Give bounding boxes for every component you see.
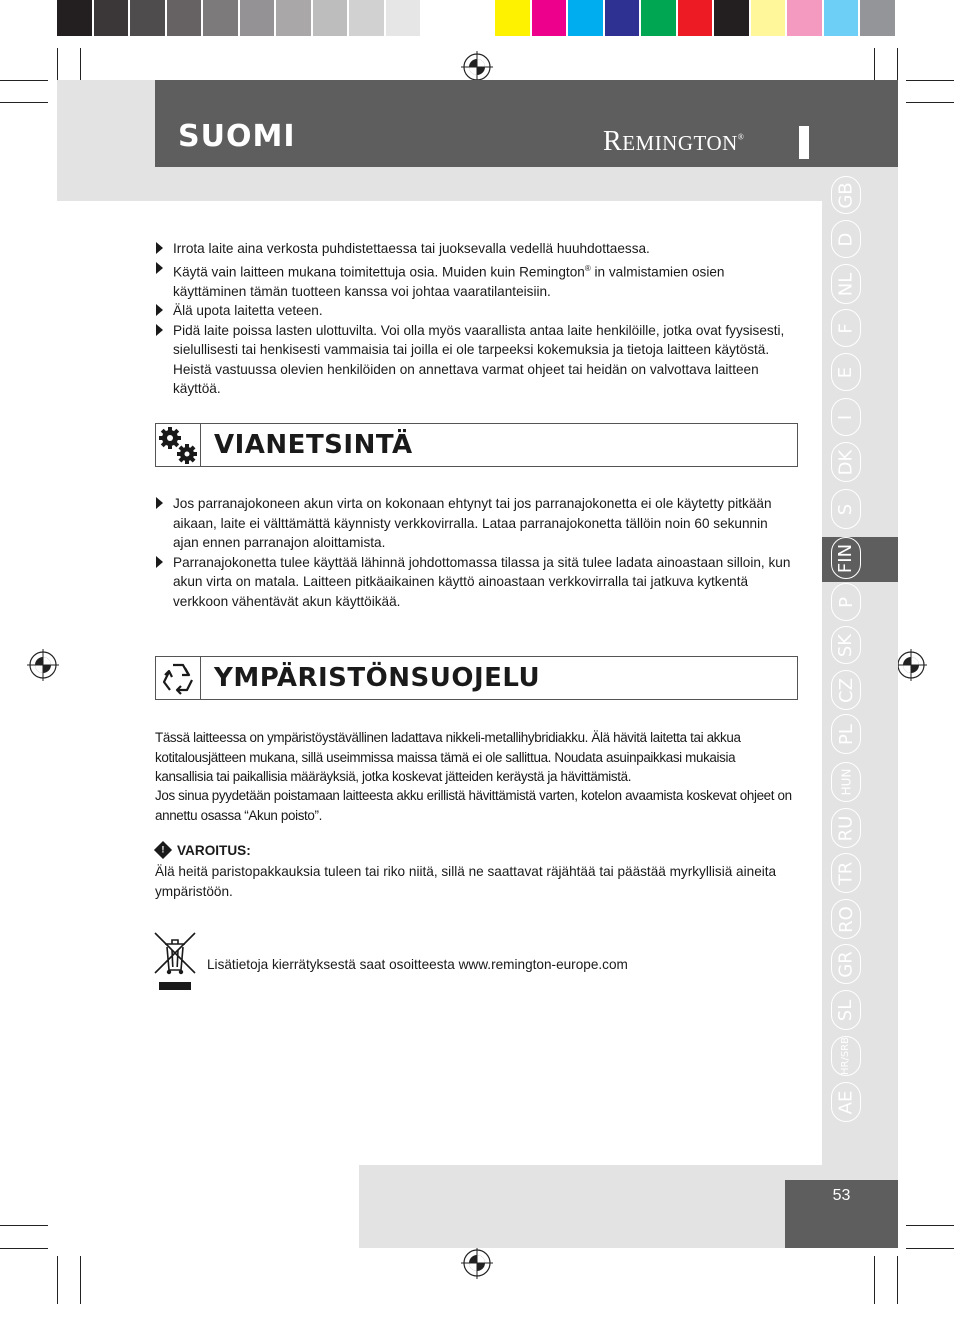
language-tab-cz[interactable]: CZ xyxy=(831,670,861,710)
registration-mark-icon xyxy=(26,648,60,682)
crop-mark xyxy=(906,1225,954,1226)
color-swatch xyxy=(641,0,678,36)
crop-mark xyxy=(0,1248,48,1249)
troubleshooting-header xyxy=(155,423,798,467)
language-tab-p[interactable]: P xyxy=(831,583,861,621)
color-calibration-bar xyxy=(57,0,897,38)
color-swatch xyxy=(459,0,496,36)
language-tab-gb[interactable]: GB xyxy=(831,176,861,214)
color-swatch xyxy=(276,0,313,36)
language-tab-fin[interactable]: FIN xyxy=(831,537,861,579)
crop-mark xyxy=(0,102,48,103)
color-swatch xyxy=(824,0,861,36)
page-title: SUOMI xyxy=(178,119,296,154)
color-swatch xyxy=(751,0,788,36)
language-tab-ro[interactable]: RO xyxy=(831,899,861,939)
color-swatch xyxy=(386,0,423,36)
recycle-icon xyxy=(156,657,201,699)
color-swatch xyxy=(313,0,350,36)
language-tab-pl[interactable]: PL xyxy=(831,714,861,754)
color-swatch xyxy=(94,0,131,36)
color-swatch xyxy=(167,0,204,36)
recycling-info-text: Lisätietoja kierrätyksestä saat osoitteesta www.remington-europe.com xyxy=(207,957,628,972)
list-item: Pidä laite poissa lasten ulottuvilta. Voi olla myös vaarallista antaa laite henkilöille, jotka ovat fyysisesti, sielullisesti tai henkisesti vammaisia tai joilla ei ole tarpeeksi kokemuksia ja tietoja laitteen käytöstä. Heistä vastuussa olevien henkilöiden on annettava varmat ohjeet tai heidän on valvottava laitteen käyttöä. xyxy=(155,321,795,399)
language-tab-dk[interactable]: DK xyxy=(831,442,861,482)
safety-list xyxy=(155,239,795,399)
crop-mark xyxy=(57,1256,58,1304)
language-tab-gr[interactable]: GR xyxy=(831,944,861,984)
brand-logo-mark: ® xyxy=(737,132,745,142)
environment-paragraph: Tässä laitteessa on ympäristöystävällinen ladattava nikkeli-metallihybridiakku. Älä hävitä laitetta tai akkua kotitalousjätteen mukana, sillä useimmissa maissa tämä ei ole sallittua. Noudata asuinpaikkasi mukaisia kansallisia tai paikallisia määräyksiä, jotka koskevat jätteiden keräystä ja hävittämistä. xyxy=(155,730,741,784)
crop-mark xyxy=(897,1256,898,1304)
list-item: Älä upota laitetta veteen. xyxy=(155,301,795,321)
color-swatch xyxy=(240,0,277,36)
language-tab-tr[interactable]: TR xyxy=(831,853,861,893)
color-swatch xyxy=(678,0,715,36)
list-item: Käytä vain laitteen mukana toimitettuja osia. Muiden kuin Remington® in valmistamien osien käyttäminen tämän tuotteen kanssa voi johtaa vaaratilanteisiin. xyxy=(155,259,795,302)
language-tab-ru[interactable]: RU xyxy=(831,808,861,848)
color-swatch xyxy=(787,0,824,36)
color-swatch xyxy=(203,0,240,36)
warning-heading xyxy=(155,842,251,858)
crop-mark xyxy=(0,1225,48,1226)
color-swatch xyxy=(130,0,167,36)
list-item: Parranajokonetta tulee käyttää lähinnä johdottomassa tilassa ja sitä tulee ladata ainoastaan silloin, kun akun virta on matala. Laitteen pitkäaikainen käyttö ainoastaan verkkovirralla tai jatkuva kytkentä verkkoon vähentävät akun käyttöikää. xyxy=(155,553,795,612)
language-tab-sl[interactable]: SL xyxy=(831,990,861,1030)
brand-bar xyxy=(799,126,809,159)
warning-label: VAROITUS: xyxy=(177,842,251,858)
color-swatch xyxy=(349,0,386,36)
warning-icon: ! xyxy=(154,841,172,859)
crop-mark xyxy=(874,1256,875,1304)
crop-mark xyxy=(906,80,954,81)
gears-icon xyxy=(156,424,201,466)
language-tab-d[interactable]: D xyxy=(831,220,861,258)
language-tab-hr-srb[interactable]: HR/SRB xyxy=(831,1036,861,1076)
registration-mark-icon xyxy=(460,1246,494,1280)
language-tab-s[interactable]: S xyxy=(831,489,861,529)
crop-mark xyxy=(80,1256,81,1304)
troubleshooting-list xyxy=(155,494,795,611)
language-tab-ae[interactable]: AE xyxy=(831,1082,861,1122)
color-swatch xyxy=(568,0,605,36)
section-title: YMPÄRISTÖNSUOJELU xyxy=(214,663,541,693)
battery-removal-paragraph: Jos sinua pyydetään poistamaan laitteesta akku erillistä hävittämistä varten, kotelon avaamista koskevat ohjeet on annettu osassa “Akun poisto”. xyxy=(155,788,792,823)
language-tab-i[interactable]: I xyxy=(831,398,861,436)
page-number: 53 xyxy=(832,1187,851,1204)
warning-text: Älä heitä paristopakkauksia tuleen tai riko niitä, sillä ne saattavat räjähtää tai päästää myrkyllisiä aineita ympäristöön. xyxy=(155,864,777,899)
environment-header xyxy=(155,656,798,700)
color-swatch xyxy=(57,0,94,36)
color-swatch xyxy=(532,0,569,36)
list-item: Jos parranajokoneen akun virta on kokonaan ehtynyt tai jos parranajokonetta ei ole käytetty pitkään aikaan, laite ei välttämättä käynnisty verkkovirralla. Lataa parranajokonetta tällöin noin 60 sekunnin ajan ennen parranajon aloittamista. xyxy=(155,494,795,553)
language-tab-sk[interactable]: SK xyxy=(831,626,861,664)
language-tab-hun[interactable]: HUN xyxy=(831,762,861,802)
color-swatch xyxy=(714,0,751,36)
brand-logo xyxy=(603,126,744,158)
registration-mark-icon xyxy=(894,648,928,682)
color-swatch xyxy=(422,0,459,36)
color-swatch xyxy=(860,0,897,36)
section-title: VIANETSINTÄ xyxy=(214,430,413,460)
language-tab-f[interactable]: F xyxy=(831,309,861,347)
registration-mark-icon xyxy=(460,50,494,84)
brand-logo-text: EMINGTON xyxy=(622,131,738,155)
color-swatch xyxy=(605,0,642,36)
crop-mark xyxy=(906,1248,954,1249)
language-tab-e[interactable]: E xyxy=(831,353,861,391)
crossed-out-bin-icon xyxy=(152,930,198,992)
crop-mark xyxy=(906,102,954,103)
language-tab-nl[interactable]: NL xyxy=(831,264,861,304)
color-swatch xyxy=(495,0,532,36)
list-item: Irrota laite aina verkosta puhdistettaessa tai juoksevalla vedellä huuhdottaessa. xyxy=(155,239,795,259)
brand-logo-initial: R xyxy=(603,126,623,157)
crop-mark xyxy=(0,80,48,81)
